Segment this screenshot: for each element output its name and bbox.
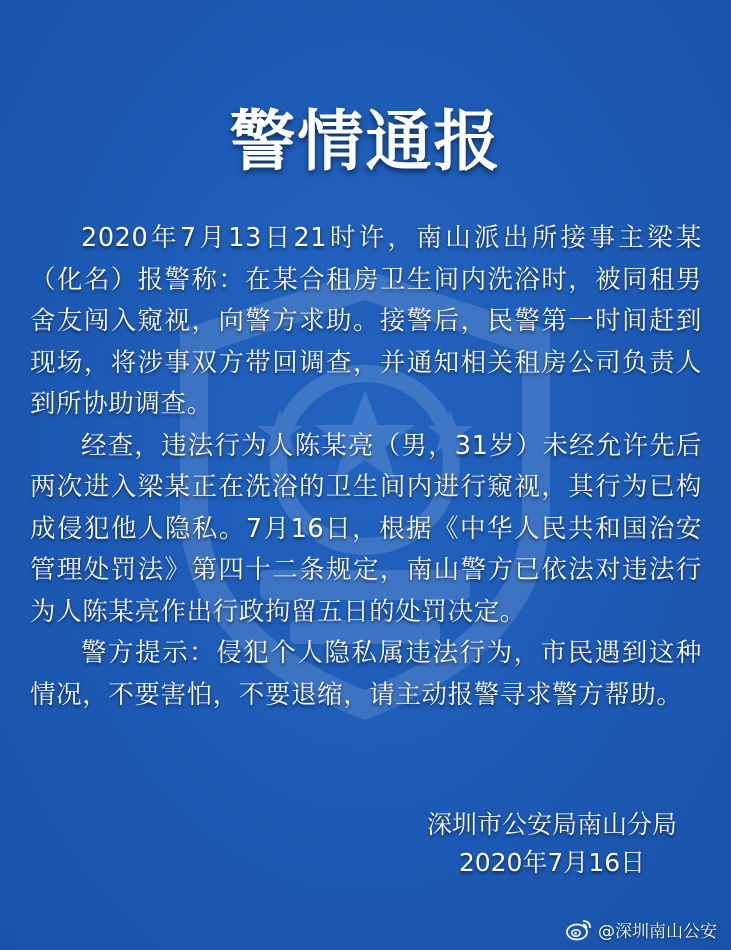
notice-paragraph-reminder: 警方提示：侵犯个人隐私属违法行为，市民遇到这种情况，不要害怕，不要退缩，请主动报警寻求警方帮助。 bbox=[30, 638, 702, 710]
issue-date: 2020年7月16日 bbox=[458, 848, 646, 877]
notice-body bbox=[30, 218, 702, 716]
weibo-watermark bbox=[566, 917, 717, 942]
weibo-account-handle: @深圳南山公安 bbox=[598, 922, 717, 942]
weibo-icon bbox=[566, 919, 592, 941]
issuer-name: 深圳市公安局南山分局 bbox=[426, 810, 677, 839]
notice-paragraph-investigation: 经查，违法行为人陈某亮（男，31岁）未经允许先后两次进入梁某正在洗浴的卫生间内进行窥视，其行为已构成侵犯他人隐私。7月16日，根据《中华人民共和国治安管理处罚法》第四十二条规定，南山警方已依法对违法行为人陈某亮作出行政拘留五日的处罚决定。 bbox=[30, 430, 702, 627]
notice-title: 警情通报 bbox=[229, 103, 502, 180]
notice-paragraph-incident: 2020年7月13日21时许，南山派出所接事主梁某（化名）报警称：在某合租房卫生间内洗浴时，被同租男舍友闯入窥视，向警方求助。接警后，民警第一时间赶到现场，将涉事双方带回调查，并通知相关租房公司负责人到所协助调查。 bbox=[30, 223, 702, 419]
notice-signature bbox=[427, 806, 677, 882]
